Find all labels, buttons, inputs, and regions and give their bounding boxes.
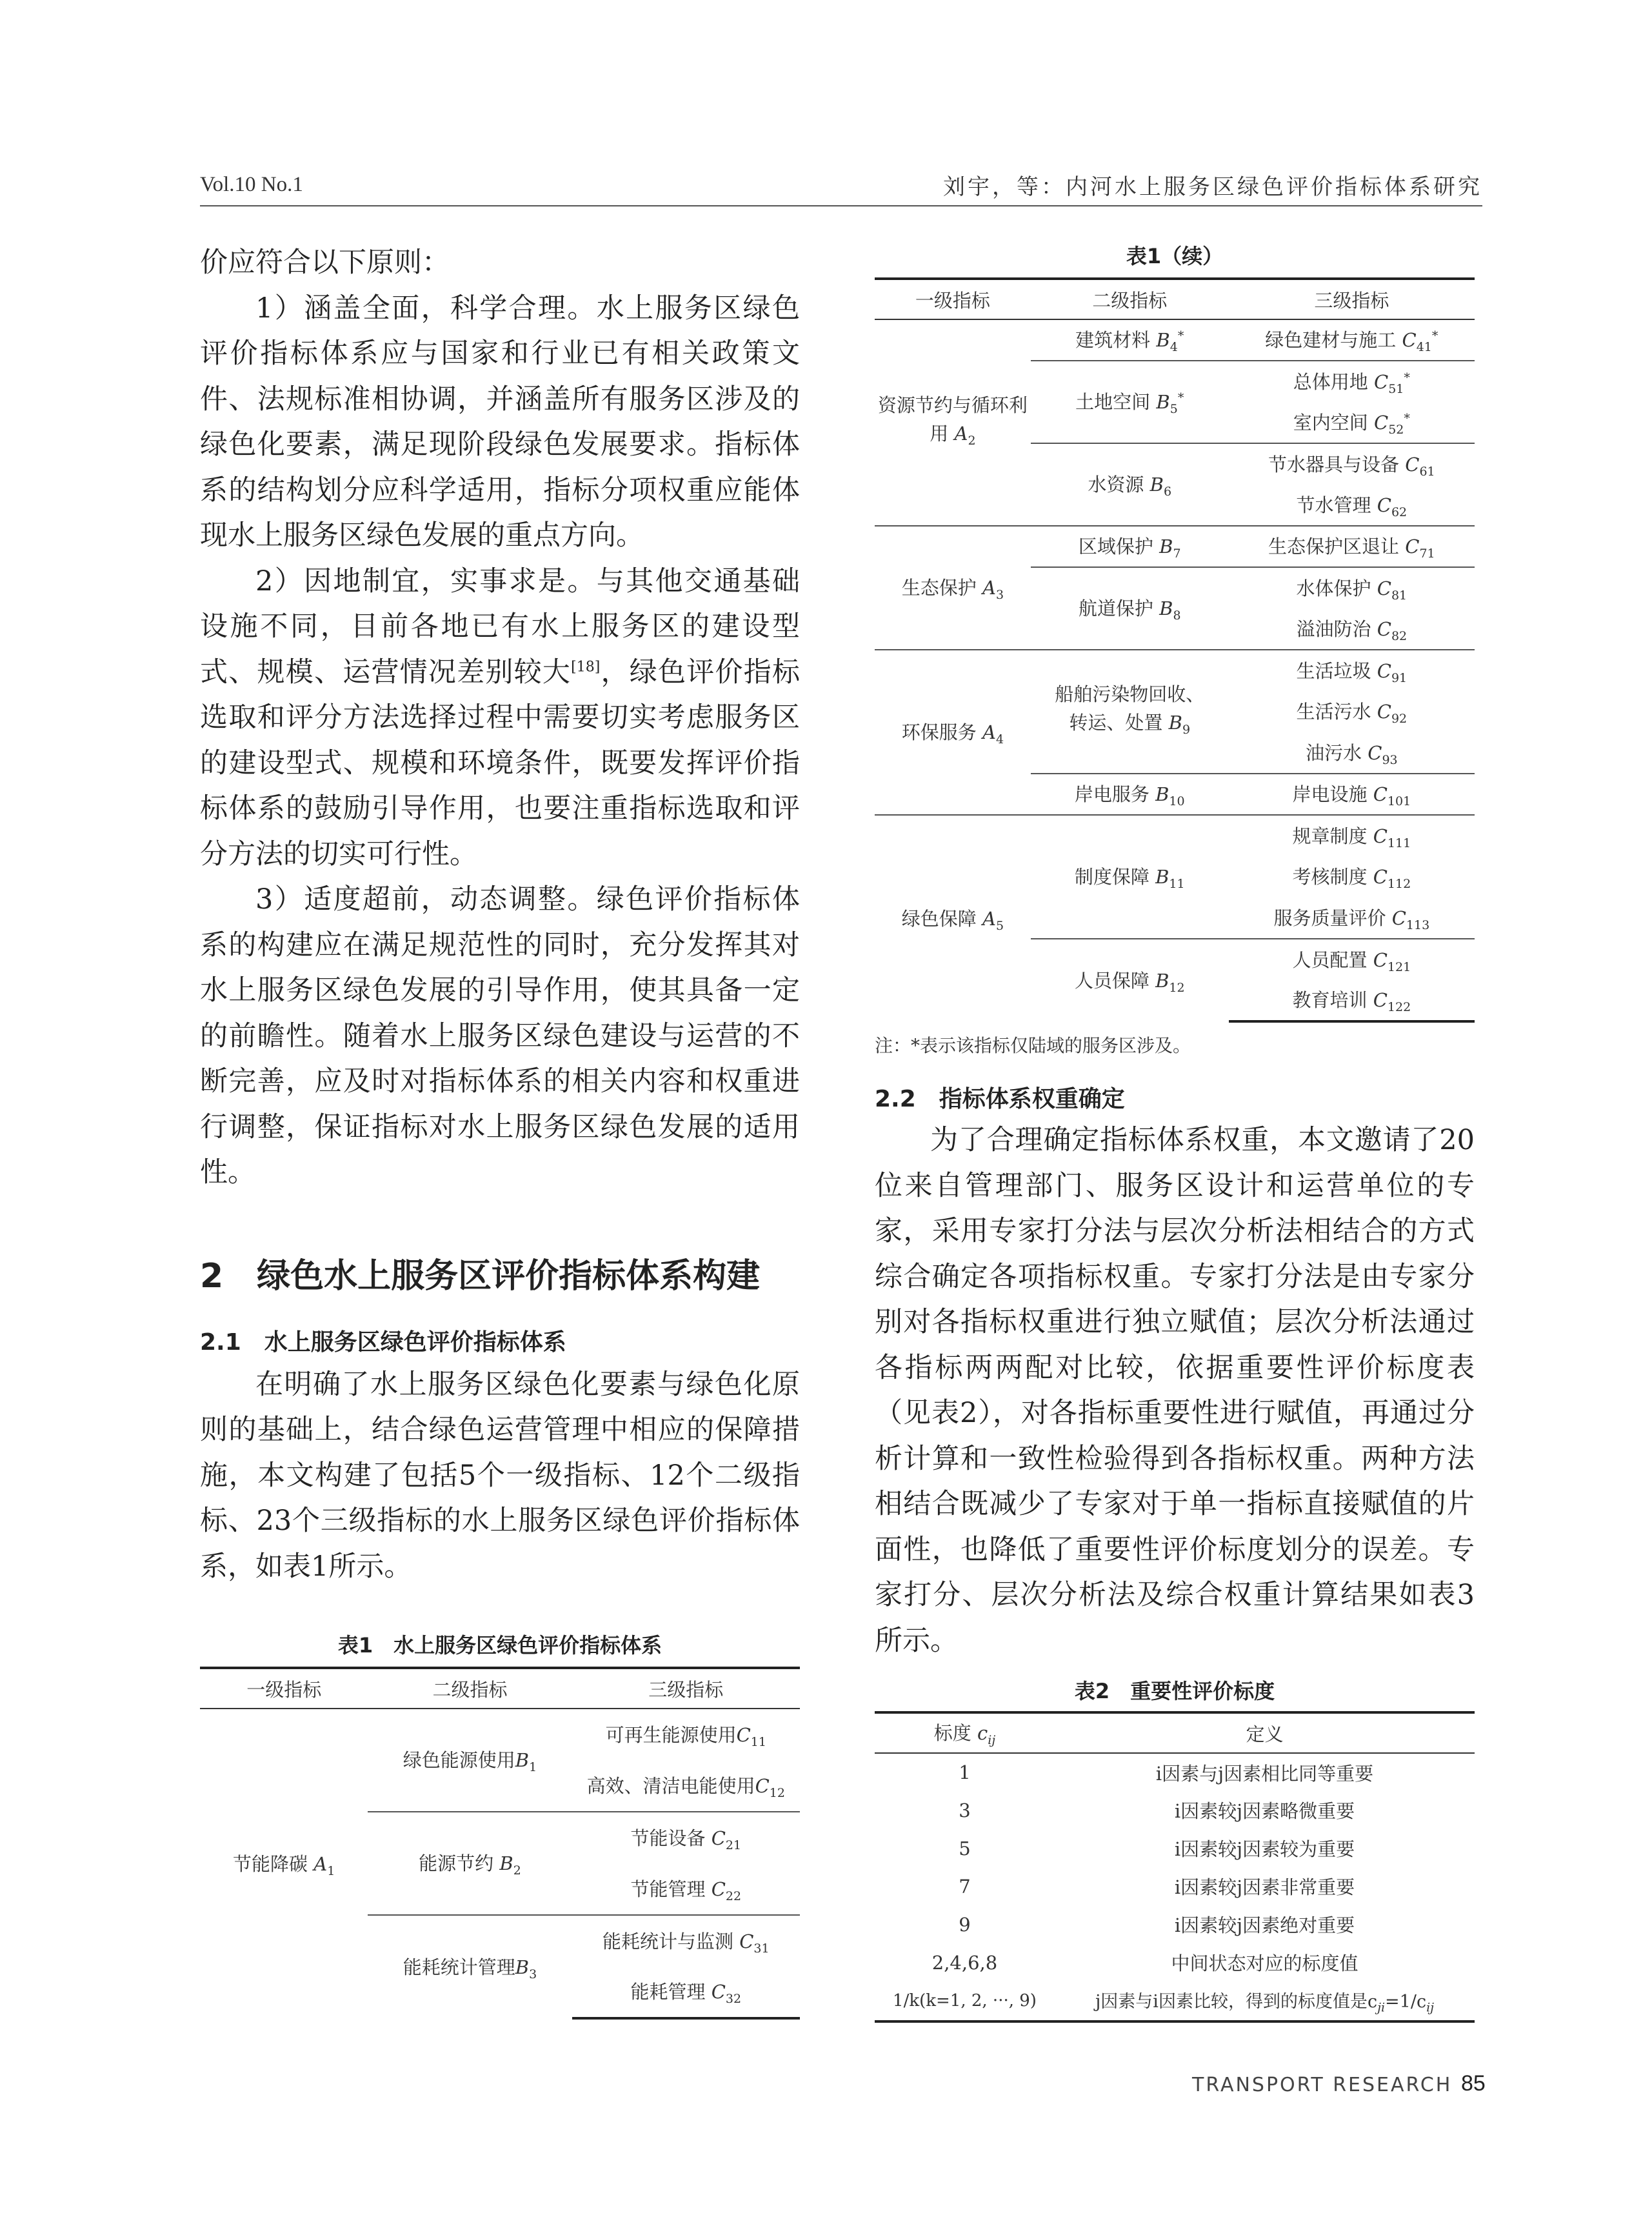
cell-a4: 环保服务 $A_4$ — [875, 650, 1031, 815]
table-2-scale-cell: 3 — [959, 1799, 971, 1821]
table-row — [875, 1981, 1475, 2021]
cell-a1: 节能降碳 $A_1$ — [233, 1852, 335, 1878]
cell-a2: 资源节约与循环利用 $A_2$ — [877, 394, 1028, 448]
table-2-header-scale: 标度 $c_{ij}$ — [875, 1712, 1055, 1753]
table-1-header-level2: 二级指标 — [368, 1668, 572, 1709]
header-rule — [200, 205, 1482, 206]
cell-c122: 教育培训 $C_{122}$ — [1229, 980, 1475, 1021]
subsection-2-1-title: 2.1 水上服务区绿色评价指标体系 — [200, 1329, 566, 1356]
table-2-scale-cell: 7 — [959, 1875, 971, 1898]
table-2-scale-cell: 2,4,6,8 — [931, 1951, 998, 1974]
table-2-def-cell: i因素较j因素略微重要 — [1174, 1800, 1355, 1822]
table-2 — [875, 1711, 1475, 2023]
table-1 — [200, 1667, 800, 2020]
footer-page-number: 85 — [1461, 2071, 1486, 2096]
cell-b9: 船舶污染物回收、 转运、处置 $B_9$ — [1031, 650, 1229, 774]
header-running-title: 刘宇，等：内河水上服务区绿色评价指标体系研究 — [943, 174, 1482, 200]
cell-c12: 高效、清洁电能使用$C_{12}$ — [586, 1774, 785, 1800]
table-1-cont-header-level2: 二级指标 — [1031, 279, 1229, 319]
cell-b12: 人员保障 $B_{12}$ — [1031, 939, 1229, 1021]
paragraph-principle-3: 3）适度超前，动态调整。绿色评价指标体系的构建应在满足规范性的同时，充分发挥其对水上服务区绿色发展的引导作用，使其具备一定的前瞻性。随着水上服务区绿色建设与运营的不断完善，应及时对指标体系的相关内容和权重进行调整，保证指标对水上服务区绿色发展的适用性。 — [200, 883, 800, 1188]
table-1-header-row — [200, 1668, 800, 1709]
cell-a3: 生态保护 $A_3$ — [875, 526, 1031, 650]
cell-c11: 可再生能源使用$C_{11}$ — [605, 1723, 766, 1749]
cell-b4: 建筑材料 $B_4^*$ — [1075, 328, 1184, 354]
table-1-cont-header-row — [875, 279, 1475, 319]
header-volume: Vol.10 No.1 — [200, 173, 303, 196]
cell-c62: 节水管理 $C_{62}$ — [1296, 494, 1408, 519]
table-row — [200, 1709, 800, 1760]
cell-b1: 绿色能源使用$B_1$ — [403, 1749, 537, 1774]
cell-b5: 土地空间 $B_5^*$ — [1031, 361, 1229, 443]
cell-c22: 节能管理 $C_{22}$ — [630, 1878, 742, 1903]
cell-c112: 考核制度 $C_{112}$ — [1292, 866, 1411, 891]
cell-c93: 油污水 $C_{93}$ — [1306, 741, 1398, 767]
table-2-def-cell: i因素较j因素较为重要 — [1174, 1838, 1355, 1860]
cell-b11: 制度保障 $B_{11}$ — [1031, 815, 1229, 939]
table-2-header-row — [875, 1712, 1475, 1753]
paragraph-principle-2 — [200, 559, 800, 877]
subsection-2-2-title: 2.2 指标体系权重确定 — [875, 1086, 1125, 1112]
cell-b6: 水资源 $B_6$ — [1031, 443, 1229, 526]
table-row — [875, 1943, 1475, 1981]
cell-c61: 节水器具与设备 $C_{61}$ — [1229, 443, 1475, 485]
citation-18: [18] — [571, 659, 601, 676]
paragraph-2-1: 在明确了水上服务区绿色化要素与绿色化原则的基础上，结合绿色运营管理中相应的保障措施，本文构建了包括5个一级指标、12个二级指标、23个三级指标的水上服务区绿色评价指标体系，如表1所示。 — [200, 1368, 800, 1583]
cell-c113: 服务质量评价 $C_{113}$ — [1273, 907, 1430, 932]
cell-b2: 能源节约 $B_2$ — [368, 1812, 572, 1915]
cell-a5: 绿色保障 $A_5$ — [875, 815, 1031, 1021]
table-2-scale-cell: 1/k(k=1, 2, ···, 9) — [875, 1981, 1055, 2021]
section-2-title: 2 绿色水上服务区评价指标体系构建 — [200, 1256, 761, 1296]
paragraph-intro: 价应符合以下原则： — [200, 246, 450, 279]
cell-c81: 水体保护 $C_{81}$ — [1229, 567, 1475, 608]
table-row — [875, 1753, 1475, 1791]
table-row — [875, 526, 1475, 567]
cell-b8: 航道保护 $B_8$ — [1031, 567, 1229, 650]
cell-b7: 区域保护 $B_7$ — [1031, 526, 1229, 567]
table-row — [875, 319, 1475, 361]
cell-c21: 节能设备 $C_{21}$ — [572, 1812, 800, 1863]
table-1-cont-header-level1: 一级指标 — [875, 279, 1031, 319]
table-row — [875, 1867, 1475, 1905]
table-1-header-level1: 一级指标 — [200, 1668, 368, 1709]
table-2-def-cell: i因素较j因素非常重要 — [1174, 1876, 1355, 1898]
table-row — [875, 1829, 1475, 1867]
table-2-def-cell: 中间状态对应的标度值 — [1171, 1952, 1358, 1974]
paragraph-principle-2-b: ，绿色评价指标选取和评分方法选择过程中需要切实考虑服务区的建设型式、规模和环境条件，既要发挥评价指标体系的鼓励引导作用，也要注重指标选取和评分方法的切实可行性。 — [200, 656, 801, 870]
cell-c71: 生态保护区退让 $C_{71}$ — [1229, 526, 1475, 567]
table-2-def-cell: i因素与j因素相比同等重要 — [1155, 1762, 1374, 1785]
cell-c121: 人员配置 $C_{121}$ — [1229, 939, 1475, 980]
left-column — [200, 240, 800, 2020]
table-1-cont-header-level3: 三级指标 — [1229, 279, 1475, 319]
table-row — [875, 1791, 1475, 1829]
table-2-scale-cell: 9 — [959, 1913, 971, 1936]
table-2-scale-cell: 1 — [959, 1761, 971, 1783]
cell-c91: 生活垃圾 $C_{91}$ — [1229, 650, 1475, 691]
table-1-cont-caption: 表1（续） — [1126, 244, 1224, 268]
table-row — [875, 650, 1475, 691]
table-1-header-level3: 三级指标 — [572, 1668, 800, 1709]
cell-b3: 能耗统计管理$B_3$ — [368, 1915, 572, 2018]
right-column — [875, 240, 1475, 2023]
table-2-header-definition: 定义 — [1055, 1712, 1475, 1753]
cell-c92: 生活污水 $C_{92}$ — [1296, 701, 1408, 726]
cell-c111: 规章制度 $C_{111}$ — [1229, 815, 1475, 856]
table-2-def-cell: j因素与i因素比较，得到的标度值是$c_{ji}=1/c_{ij}$ — [1055, 1981, 1475, 2021]
paragraph-principle-1: 1）涵盖全面，科学合理。水上服务区绿色评价指标体系应与国家和行业已有相关政策文件、法规标准相协调，并涵盖所有服务区涉及的绿色化要素，满足现阶段绿色发展要求。指标体系的结构划分应科学适用，指标分项权重应能体现水上服务区绿色发展的重点方向。 — [200, 292, 800, 552]
cell-c82: 溢油防治 $C_{82}$ — [1296, 617, 1408, 643]
table-2-caption: 表2 重要性评价标度 — [1074, 1679, 1275, 1703]
table-1-note: 注：*表示该指标仅陆域的服务区涉及。 — [875, 1035, 1191, 1056]
cell-c32: 能耗管理 $C_{32}$ — [572, 1967, 800, 2018]
table-2-def-cell: i因素较j因素绝对重要 — [1174, 1914, 1355, 1936]
cell-c52: 室内空间 $C_{52}^*$ — [1293, 410, 1410, 437]
table-row — [875, 1905, 1475, 1943]
table-2-scale-cell: 5 — [959, 1837, 971, 1860]
table-1-caption: 表1 水上服务区绿色评价指标体系 — [337, 1633, 662, 1658]
cell-b10: 岸电服务 $B_{10}$ — [1031, 774, 1229, 815]
table-row — [875, 815, 1475, 856]
footer-journal-name: TRANSPORT RESEARCH — [1192, 2074, 1453, 2096]
cell-c41: 绿色建材与施工 $C_{41}^*$ — [1265, 328, 1438, 354]
cell-c51: 总体用地 $C_{51}^*$ — [1229, 361, 1475, 402]
paragraph-2-2: 为了合理确定指标体系权重，本文邀请了20位来自管理部门、服务区设计和运营单位的专家，采用专家打分法与层次分析法相结合的方式综合确定各项指标权重。专家打分法是由专家分别对各指标权重进行独立赋值；层次分析法通过各指标两两配对比较，依据重要性评价标度表（见表2），对各指标重要性进行赋值，再通过分析计算和一致性检验得到各指标权重。两种方法相结合既减少了专家对于单一指标直接赋值的片面性，也降低了重要性评价标度划分的误差。专家打分、层次分析法及综合权重计算结果如表3所示。 — [875, 1124, 1475, 1657]
paragraph-principle-2-a: 2）因地制宜，实事求是。与其他交通基础设施不同，目前各地已有水上服务区的建设型式、规模、运营情况差别较大 — [200, 565, 800, 688]
cell-c101: 岸电设施 $C_{101}$ — [1229, 774, 1475, 815]
table-1-continued — [875, 277, 1475, 1023]
cell-c31: 能耗统计与监测 $C_{31}$ — [572, 1915, 800, 1967]
